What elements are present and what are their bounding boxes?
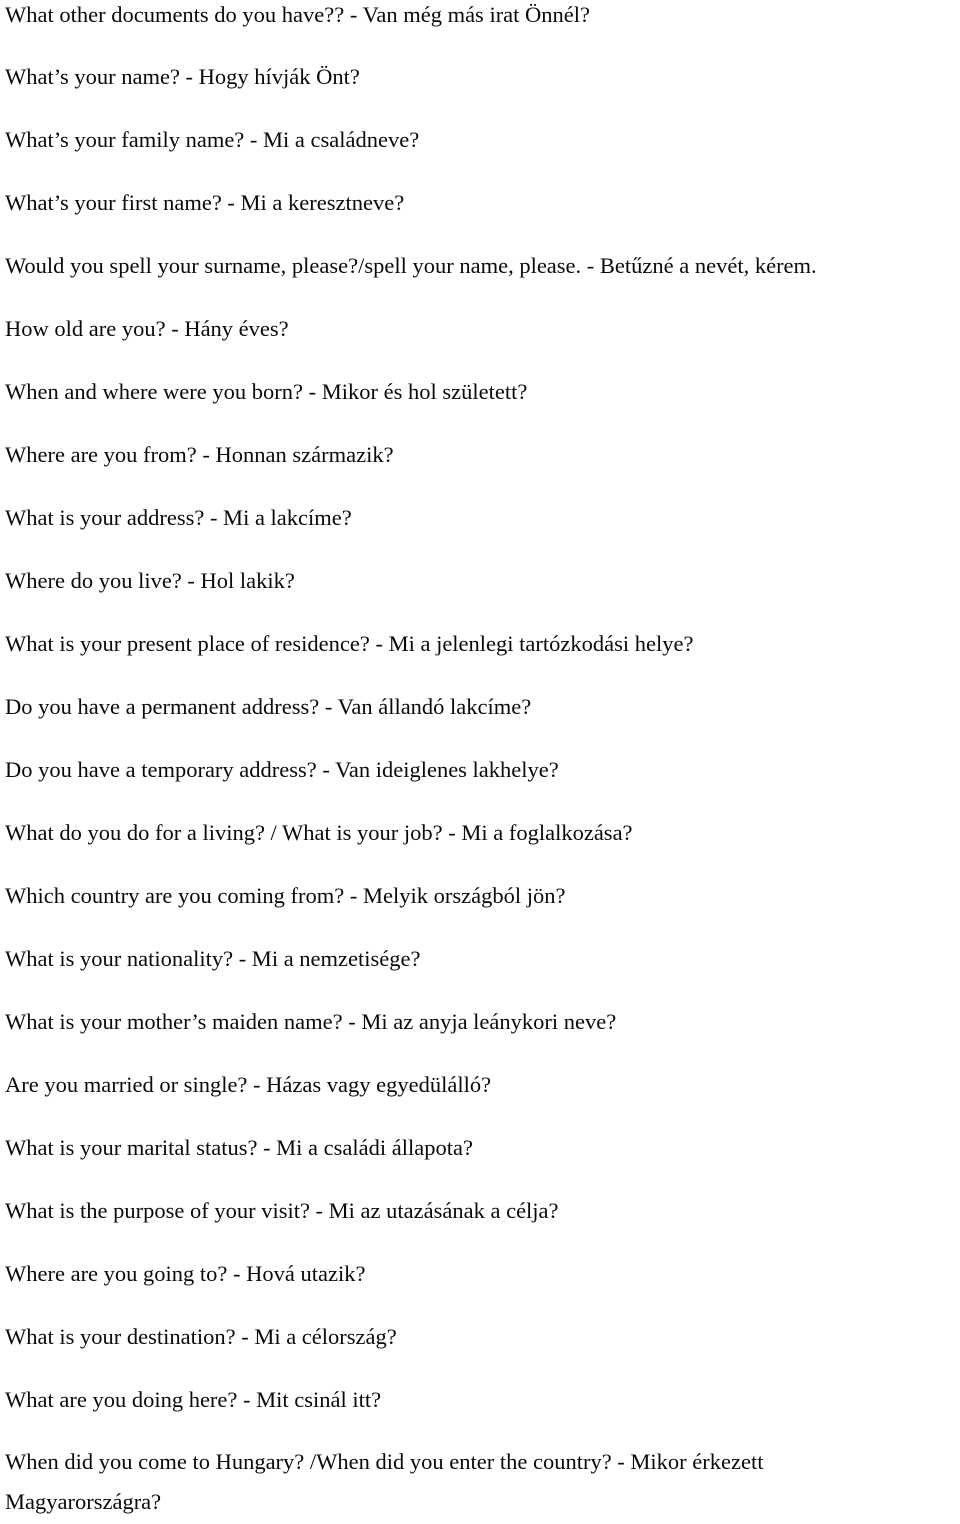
phrase-line: How old are you? - Hány éves? [5,316,289,341]
phrase-line: When and where were you born? - Mikor és hol született? [5,379,528,404]
phrase-line: Do you have a temporary address? - Van ideiglenes lakhelye? [5,757,559,782]
phrase-line: What is your destination? - Mi a célország? [5,1324,397,1349]
phrase-line: What is your nationality? - Mi a nemzetisége? [5,946,421,971]
phrase-line: What is your mother’s maiden name? - Mi az anyja leánykori neve? [5,1009,617,1034]
phrase-line: What is the purpose of your visit? - Mi az utazásának a célja? [5,1198,559,1223]
phrase-line: What is your address? - Mi a lakcíme? [5,505,352,530]
phrase-line: What other documents do you have?? - Van még más irat Önnél? [5,2,591,27]
phrase-line: Do you have a permanent address? - Van állandó lakcíme? [5,694,532,719]
phrase-line: What’s your family name? - Mi a családneve? [5,127,420,152]
phrase-line: Where are you going to? - Hová utazik? [5,1261,366,1286]
phrase-line: Which country are you coming from? - Melyik országból jön? [5,883,566,908]
phrase-line: What do you do for a living? / What is your job? - Mi a foglalkozása? [5,820,633,845]
phrase-line: Where do you live? - Hol lakik? [5,568,295,593]
phrase-line: Would you spell your surname, please?/spell your name, please. - Betűzné a nevét, kérem. [5,253,817,278]
phrase-line: What’s your name? - Hogy hívják Önt? [5,64,360,89]
phrase-line: Are you married or single? - Házas vagy egyedülálló? [5,1072,492,1097]
phrase-line: What’s your first name? - Mi a keresztneve? [5,190,405,215]
phrase-line: When did you come to Hungary? /When did you enter the country? - Mikor érkezett Magyarországra? [5,1449,764,1514]
phrase-line: What are you doing here? - Mit csinál itt? [5,1387,382,1412]
phrase-line: Where are you from? - Honnan származik? [5,442,394,467]
phrase-line: What is your marital status? - Mi a családi állapota? [5,1135,473,1160]
phrase-line: What is your present place of residence? - Mi a jelenlegi tartózkodási helye? [5,631,694,656]
